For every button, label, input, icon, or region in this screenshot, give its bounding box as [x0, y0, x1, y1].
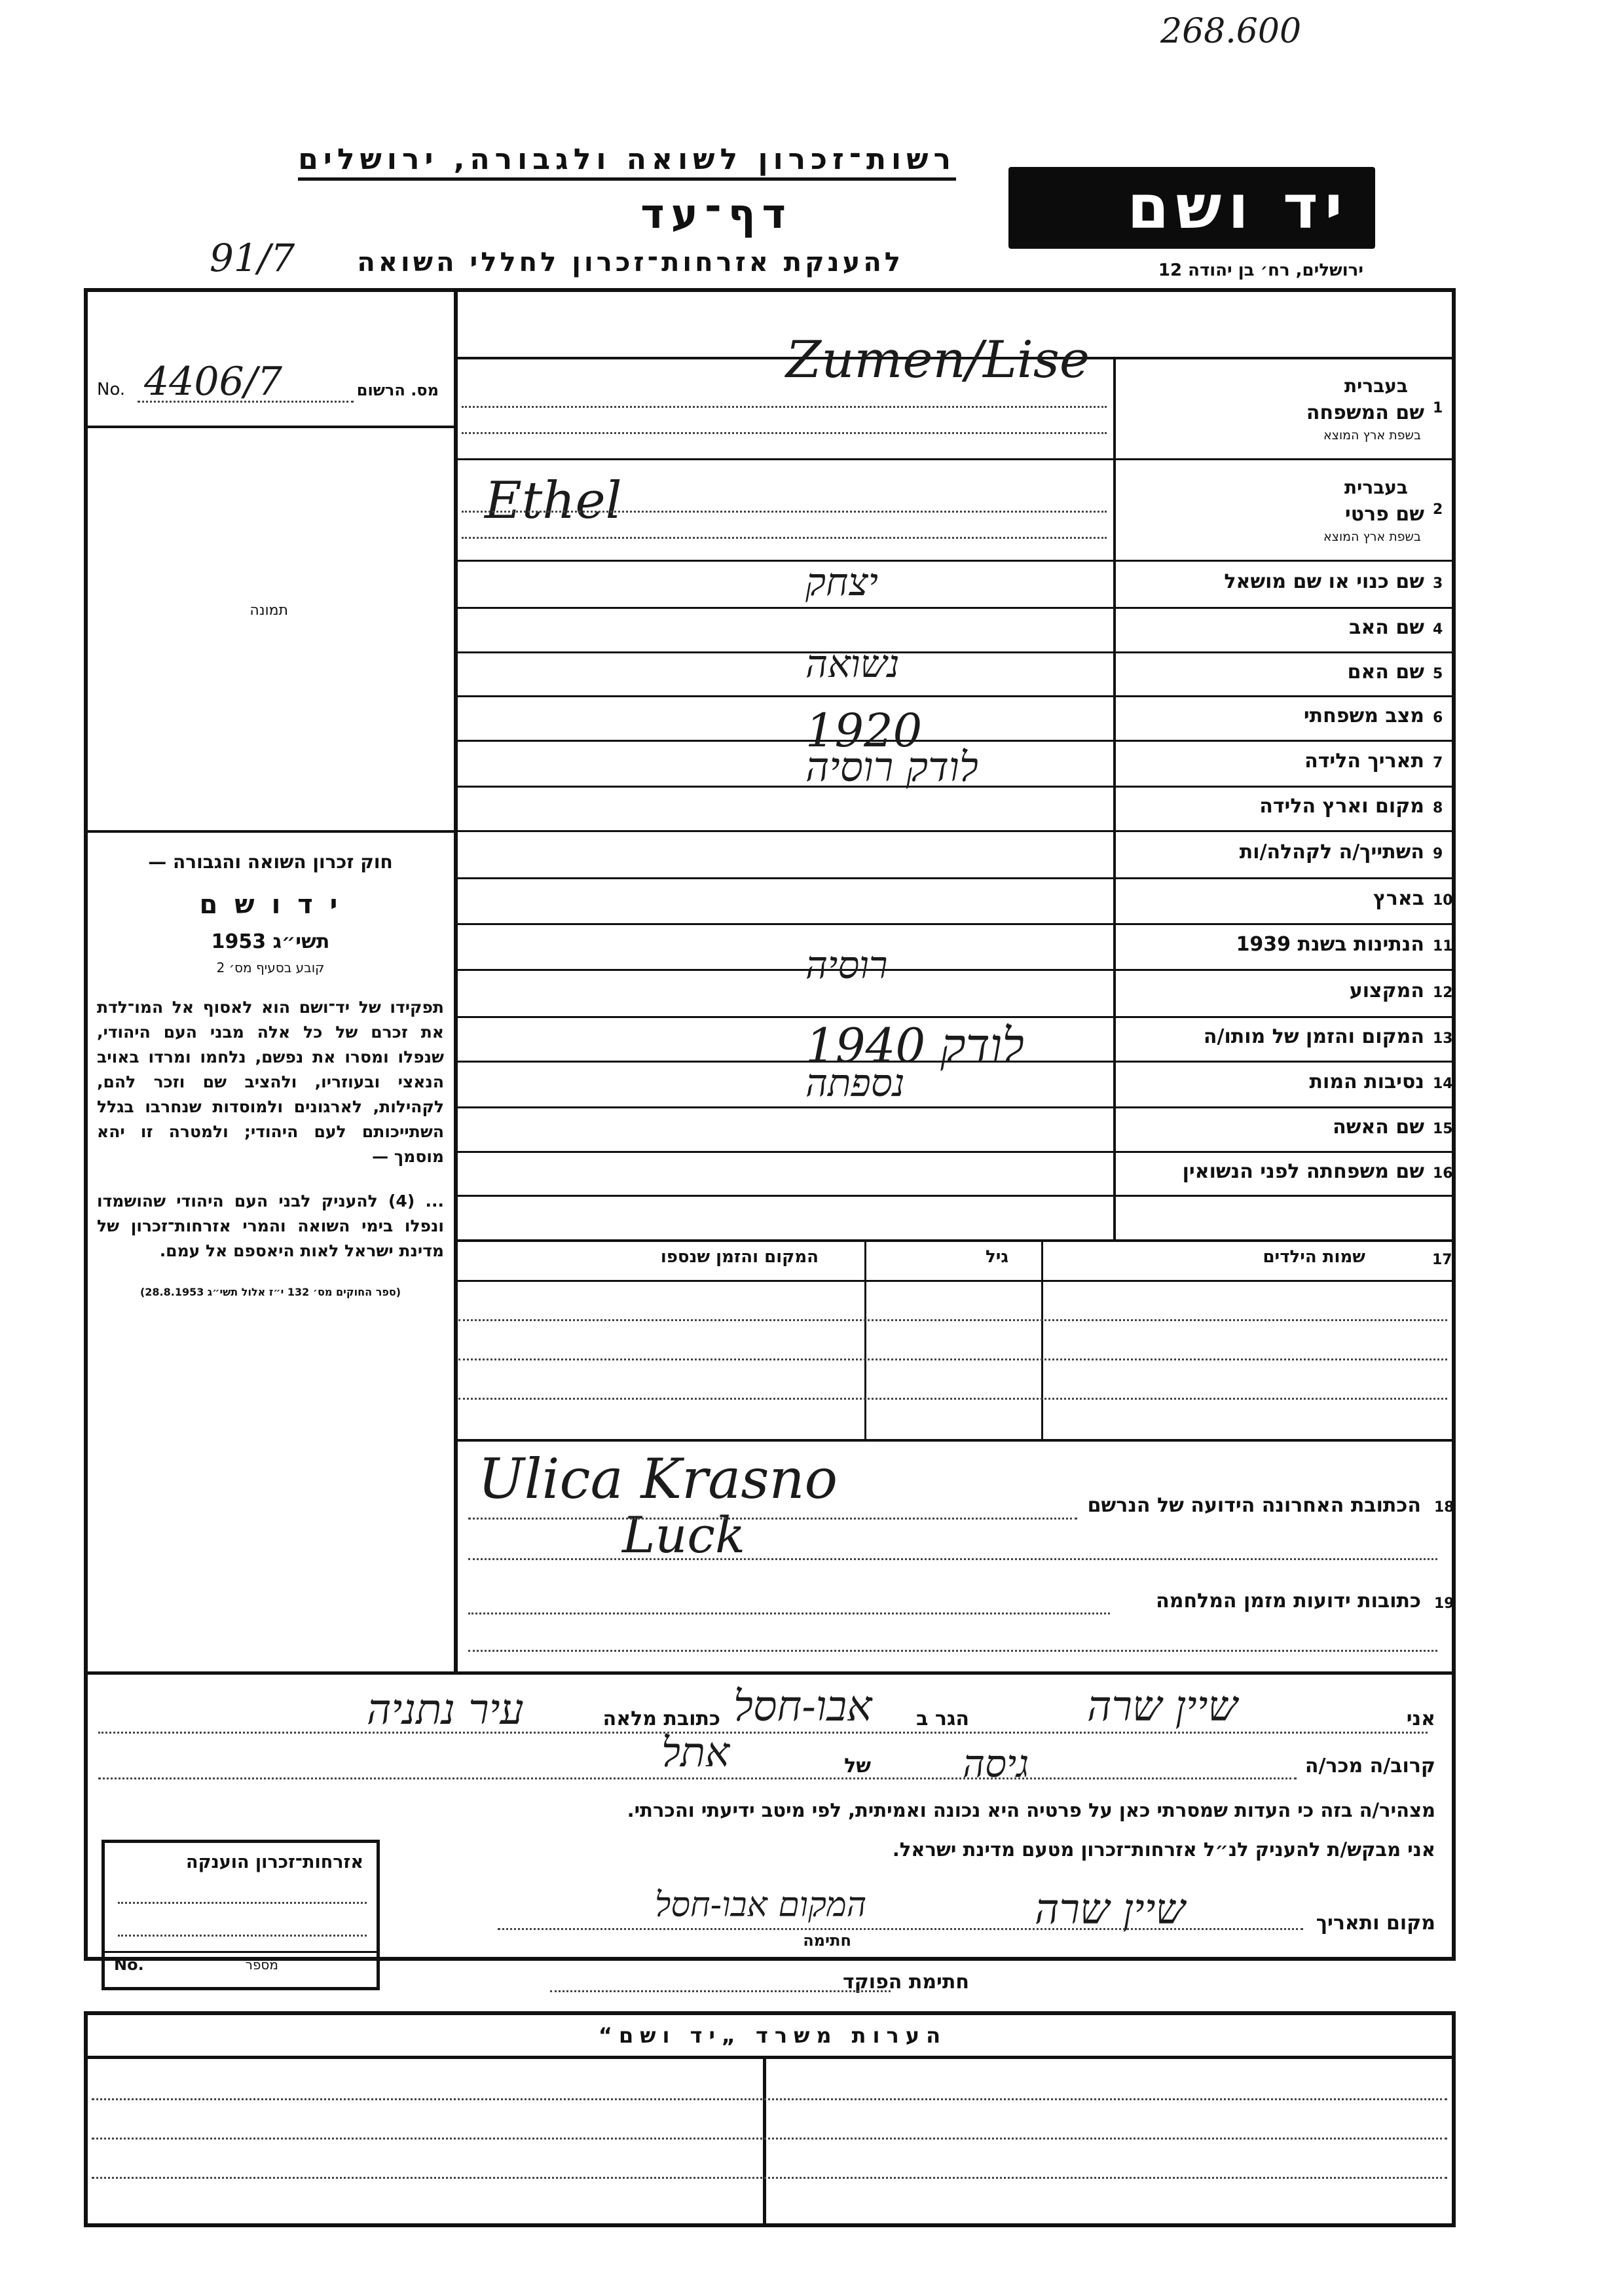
law-panel	[97, 851, 444, 1298]
decl-of-label: של	[844, 1755, 871, 1777]
children-col-names: שמות הילדים	[1263, 1247, 1365, 1267]
field-number: 4	[1433, 621, 1443, 638]
address19-label: כתובות ידועות מזמן המלחמה	[1156, 1590, 1421, 1613]
field-label	[1348, 661, 1424, 683]
field-hebrew-tag: בעברית	[1344, 375, 1408, 397]
field-label	[1240, 841, 1424, 864]
field-label-text: שם המשפחה	[1306, 401, 1424, 424]
archive-reference: 268.600	[1160, 12, 1302, 51]
field-label	[1259, 795, 1424, 818]
registry-label: מס. הרשום	[356, 381, 439, 399]
field-row-line	[454, 695, 1456, 697]
field-row-line	[454, 458, 1456, 460]
decl-dots-2	[98, 1777, 1297, 1779]
law-paragraph-2: ... (4) להעניק לבני העם היהודי שהושמדו ונפלו בימי השואה והמרי אזרחות־זכרון של מדינת ישראל לאות היאספם אל עמם.	[97, 1192, 444, 1260]
field-label	[1183, 1160, 1424, 1183]
address18-line1: Ulica Krasno	[478, 1447, 838, 1511]
citizenship-box-title: אזרחות־זכרון הוענקה	[186, 1852, 363, 1872]
form-title: דף־עד	[640, 190, 792, 238]
citizenship-box-dots	[118, 1902, 367, 1904]
field-row-line	[454, 651, 1456, 653]
field-label	[1236, 933, 1424, 956]
field-dots	[462, 537, 1107, 539]
field-row-line	[454, 969, 1456, 971]
field-label	[1304, 704, 1424, 727]
field-value: Ethel	[485, 471, 622, 530]
address19-dots-1	[468, 1613, 1110, 1614]
field-dots	[462, 511, 1107, 513]
field-label-text: שם פרטי	[1344, 502, 1424, 526]
field-number: 7	[1433, 755, 1443, 771]
field-label	[1204, 1025, 1424, 1048]
photo-divider	[84, 830, 454, 833]
field-label-text: מצב משפחתי	[1303, 704, 1424, 727]
field-label-text: שם האם	[1347, 660, 1424, 683]
remarks-frame	[84, 2011, 1456, 2227]
citizenship-box	[101, 1840, 380, 1990]
decl-dots-1	[98, 1732, 1428, 1734]
decl-of: אתל	[661, 1728, 730, 1776]
address18-label: הכתובת האחרונה הידועה של הנרשם	[1087, 1494, 1421, 1517]
decl-address: עיר נתניה	[367, 1686, 524, 1734]
field-sublabel: בשפת ארץ המוצא	[1323, 428, 1421, 443]
field-value: נשואה	[805, 642, 900, 686]
decl-resides: הגר ב	[916, 1707, 969, 1730]
law-year: תשי״ג 1953	[211, 930, 330, 953]
field-number: 1	[1433, 399, 1443, 416]
children-header-line	[454, 1280, 1456, 1282]
field-label	[1345, 503, 1424, 526]
field-row-line	[454, 877, 1456, 879]
decl-name: שיין שרה	[1087, 1683, 1238, 1731]
logo-text: יד ושם	[1127, 172, 1349, 242]
address18-line2: Luck	[622, 1506, 746, 1564]
field-label	[1333, 1116, 1424, 1139]
logo-address: ירושלים, רח׳ בן יהודה 12	[1158, 261, 1363, 280]
field-row-line	[454, 1195, 1456, 1197]
field-value: 1920	[805, 704, 923, 757]
field-value: Zumen/Lise	[786, 331, 1090, 390]
field-number: 12	[1433, 985, 1453, 1001]
citizenship-box-dots-2	[118, 1935, 367, 1937]
field-label	[1373, 887, 1424, 910]
address19-number: 19	[1434, 1595, 1454, 1612]
decl-relative-label: קרוב/ה מכר/ה	[1304, 1755, 1435, 1777]
law-reference: (ספר החוקים מס׳ 132 י״ז אלול תשי״ג 28.8.1953)	[139, 1286, 401, 1298]
decl-dots-3	[498, 1928, 1303, 1930]
field-dots	[462, 406, 1107, 408]
field-label-text: מקום וארץ הלידה	[1259, 795, 1424, 818]
field-label-text: תאריך הלידה	[1304, 750, 1424, 773]
children-col-divider-1	[1041, 1239, 1043, 1439]
field-number: 5	[1433, 665, 1443, 682]
children-col-divider-2	[864, 1239, 866, 1439]
field-value: לודק 1940	[805, 1018, 1024, 1073]
decl-officer-label: חתימת הפוקד	[843, 1971, 969, 1994]
photo-label: תמונה	[249, 602, 288, 619]
field-number: 3	[1433, 575, 1443, 592]
field-row-line	[454, 560, 1456, 562]
field-row-line	[454, 1151, 1456, 1153]
field-dots	[462, 432, 1107, 434]
children-col-age: גיל	[985, 1247, 1008, 1267]
children-col-place: המקום והזמן שנספו	[660, 1247, 819, 1267]
field-sublabel: בשפת ארץ המוצא	[1323, 530, 1421, 544]
field-row-line	[454, 830, 1456, 832]
law-title: חוק זכרון השואה והגבורה —	[148, 851, 393, 873]
field-label	[1224, 570, 1424, 593]
children-number: 17	[1432, 1252, 1452, 1268]
field-label	[1306, 401, 1424, 424]
field-label-text: שם האשה	[1333, 1116, 1424, 1139]
yad-vashem-logo	[1008, 167, 1375, 249]
field-row-line	[454, 607, 1456, 609]
decl-statement: מצהיר/ה בזה כי העדות שמסרתי כאן על פרטיה היא נכונה ואמיתית, לפי מיטב ידיעתי והכרתי.	[627, 1799, 1435, 1821]
decl-city: אבו-חסל	[733, 1683, 872, 1731]
registry-dots	[138, 401, 354, 403]
field-label-text: שם האב	[1349, 616, 1424, 639]
children-bottom-line	[454, 1439, 1456, 1442]
law-name: י ד ו ש ם	[199, 890, 342, 920]
decl-relation: גיסה	[963, 1741, 1029, 1786]
field-label	[1304, 750, 1424, 773]
registry-number: 4406/7	[144, 359, 283, 405]
decl-signature-label: חתימה	[803, 1931, 851, 1950]
children-row-line	[458, 1358, 1447, 1360]
field-number: 11	[1433, 938, 1453, 955]
decl-place: המקום אבו-חסל	[655, 1886, 867, 1925]
citizenship-box-number: מספר	[245, 1957, 278, 1973]
field-number: 8	[1433, 800, 1443, 816]
field-number: 14	[1433, 1076, 1453, 1092]
field-label	[1310, 1070, 1424, 1093]
field-label-text: המקום והזמן של מותו/ה	[1203, 1025, 1424, 1048]
field-label-text: נסיבות המות	[1309, 1070, 1424, 1093]
law-section: קובע בסעיף מס׳ 2	[216, 960, 325, 975]
address18-dots-1	[468, 1518, 1077, 1520]
field-value: יצחק	[805, 560, 878, 604]
field-row-line	[454, 740, 1456, 742]
field-label-text: המקצוע	[1349, 979, 1424, 1002]
field-value: רוסיה	[805, 943, 888, 987]
declaration-top-line	[84, 1671, 1456, 1675]
citizenship-box-no: No.	[114, 1956, 144, 1974]
citizenship-box-split	[105, 1951, 377, 1953]
decl-request: אני מבקש/ת להעניק לנ״ל אזרחות־זכרון מטעם מדינת ישראל.	[892, 1838, 1435, 1861]
decl-signature: שיין שרה	[1035, 1886, 1185, 1934]
field-number: 9	[1433, 846, 1443, 862]
field-value: נספתה	[805, 1061, 905, 1105]
field-label-text: השתייך/ה לקהלה/ות	[1239, 841, 1424, 864]
field-number: 10	[1433, 892, 1453, 909]
field-label-text: הנתינות בשנת 1939	[1236, 933, 1424, 956]
field-row-line	[454, 1106, 1456, 1108]
field-label-text: שם משפחתה לפני הנשואין	[1182, 1159, 1424, 1183]
field-row-line	[454, 923, 1456, 925]
address18-dots-2	[468, 1558, 1437, 1560]
field-label-text: בארץ	[1373, 887, 1424, 910]
decl-dots-4	[550, 1990, 891, 1992]
registry-no-label: No.	[97, 380, 126, 399]
field-number: 15	[1433, 1121, 1453, 1137]
law-paragraph-1: תפקידו של יד־ושם הוא לאסוף אל המו־לדת את זכרם של כל אלה מבני העם היהודי, שנפלו ומסרו את נפשם, נלחמו ומרדו באויב הנאצי ובעוזריו, ולהציב שם וזכר להם, לקהילות, לארגונים ולמוסדות שנחרבו בגלל השתייכותם לעם היהודי; ולמטרה זו יהא מוסמך —	[97, 998, 444, 1166]
field-number: 2	[1433, 501, 1443, 518]
children-top-line	[454, 1239, 1456, 1242]
field-number: 16	[1433, 1165, 1453, 1182]
form-subtitle: להענקת אזרחות־זכרון לחללי השואה	[357, 247, 904, 278]
decl-address-label: כתובת מלאה	[602, 1707, 720, 1730]
field-label	[1349, 616, 1424, 639]
address19-dots-2	[468, 1650, 1437, 1652]
field-label	[1350, 979, 1424, 1002]
remarks-title: הערות משרד „יד ושם“	[598, 2023, 948, 2048]
field-number: 6	[1433, 710, 1443, 726]
left-column-divider	[454, 288, 458, 1673]
field-value: לודק רוסיה	[805, 743, 978, 791]
children-row-line	[458, 1319, 1447, 1321]
decl-place-date-label: מקום ותאריך	[1316, 1912, 1435, 1935]
registry-divider	[84, 426, 454, 428]
field-label-text: שם כנוי או שם מושאל	[1224, 570, 1424, 593]
field-number: 13	[1433, 1030, 1453, 1047]
children-row-line	[458, 1398, 1447, 1400]
field-hebrew-tag: בעברית	[1344, 477, 1408, 498]
handwritten-mark: 91/7	[210, 236, 295, 280]
authority-name: רשות־זכרון לשואה ולגבורה, ירושלים	[298, 143, 956, 181]
address18-number: 18	[1434, 1499, 1454, 1516]
decl-ani-1: אני	[1406, 1707, 1435, 1730]
